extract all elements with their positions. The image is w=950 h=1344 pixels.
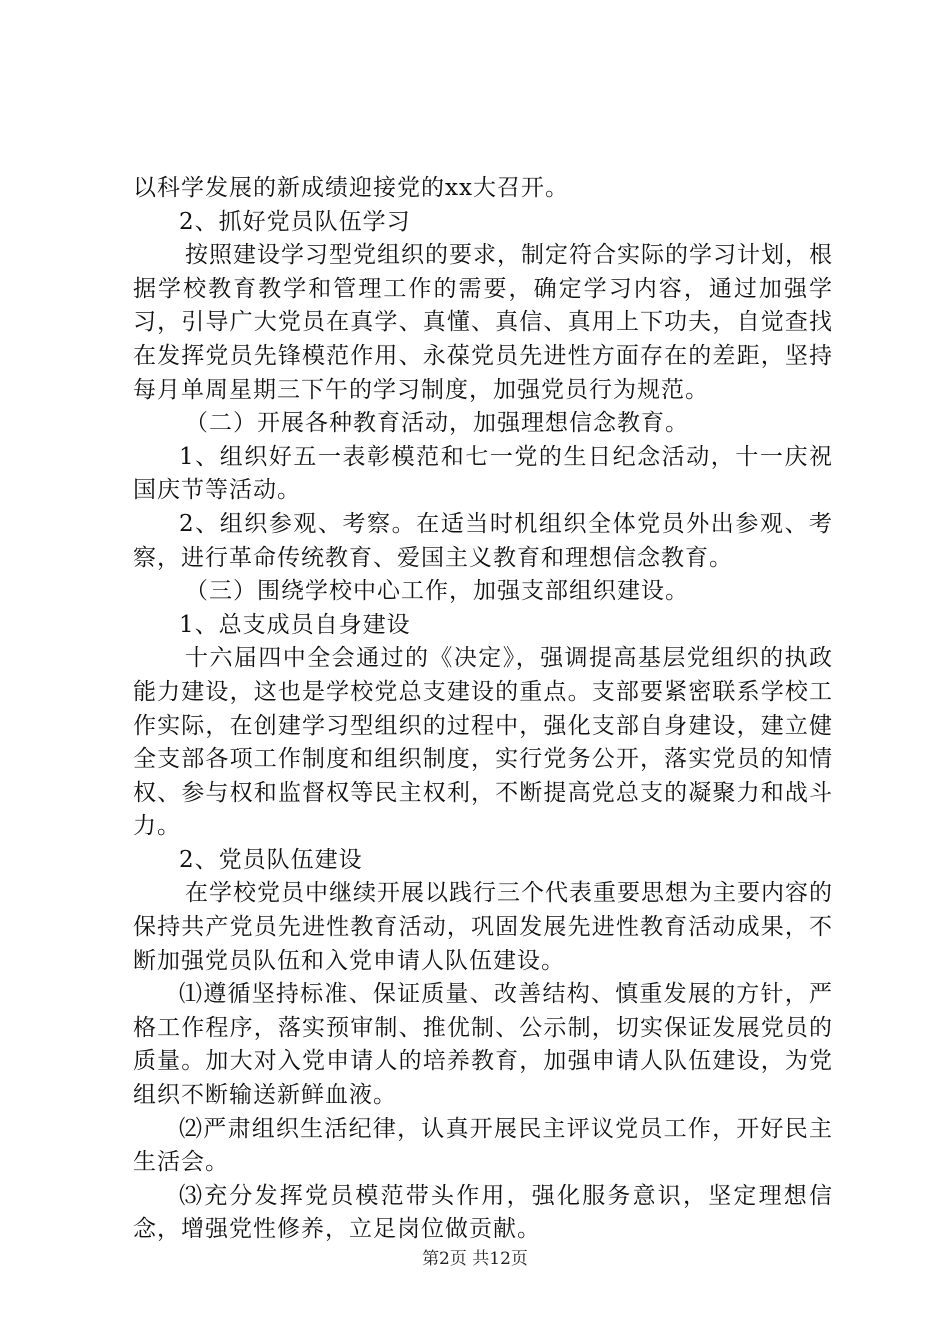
list-item: ⑴遵循坚持标准、保证质量、改善结构、慎重发展的方针，严格工作程序，落实预审制、推优制、公示制，切实保证发展党员的质量。加大对入党申请人的培养教育，加强申请人队伍建设，为党组织不断输送新鲜血液。	[133, 981, 833, 1109]
section-heading: 2、党员队伍建设	[179, 846, 363, 873]
paragraph: 1、组织好五一表彰模范和七一党的生日纪念活动，十一庆祝国庆节等活动。	[133, 443, 833, 504]
page-number-footer: 第2页 共12页	[422, 1249, 528, 1269]
document-body	[133, 172, 833, 1247]
paragraph: 按照建设学习型党组织的要求，制定符合实际的学习计划，根据学校教育教学和管理工作的需要，确定学习内容，通过加强学习，引导广大党员在真学、真懂、真信、真用上下功夫，自觉查找在发挥党员先锋模范作用、永葆党员先进性方面存在的差距，坚持每月单周星期三下午的学习制度，加强党员行为规范。	[133, 242, 833, 403]
paragraph: 在学校党员中继续开展以践行三个代表重要思想为主要内容的保持共产党员先进性教育活动，巩固发展先进性教育活动成果，不断加强党员队伍和入党申请人队伍建设。	[133, 880, 833, 974]
list-item: ⑵严肃组织生活纪律，认真开展民主评议党员工作，开好民主生活会。	[133, 1115, 833, 1176]
paragraph: 2、组织参观、考察。在适当时机组织全体党员外出参观、考察，进行革命传统教育、爱国主义教育和理想信念教育。	[133, 510, 833, 571]
paragraph: 十六届四中全会通过的《决定》，强调提高基层党组织的执政能力建设，这也是学校党总支建设的重点。支部要紧密联系学校工作实际，在创建学习型组织的过程中，强化支部自身建设，建立健全支部各项工作制度和组织制度，实行党务公开，落实党员的知情权、参与权和监督权等民主权利，不断提高党总支的凝聚力和战斗力。	[133, 645, 833, 840]
list-item: ⑶充分发挥党员模范带头作用，强化服务意识，坚定理想信念，增强党性修养，立足岗位做贡献。	[133, 1182, 833, 1243]
paragraph: 以科学发展的新成绩迎接党的xx大召开。	[133, 175, 569, 201]
section-heading: 1、总支成员自身建设	[179, 611, 411, 638]
section-heading: （三）围绕学校中心工作，加强支部组织建设。	[185, 578, 689, 605]
section-heading: 2、抓好党员队伍学习	[179, 208, 411, 235]
section-heading: （二）开展各种教育活动，加强理想信念教育。	[185, 410, 689, 437]
